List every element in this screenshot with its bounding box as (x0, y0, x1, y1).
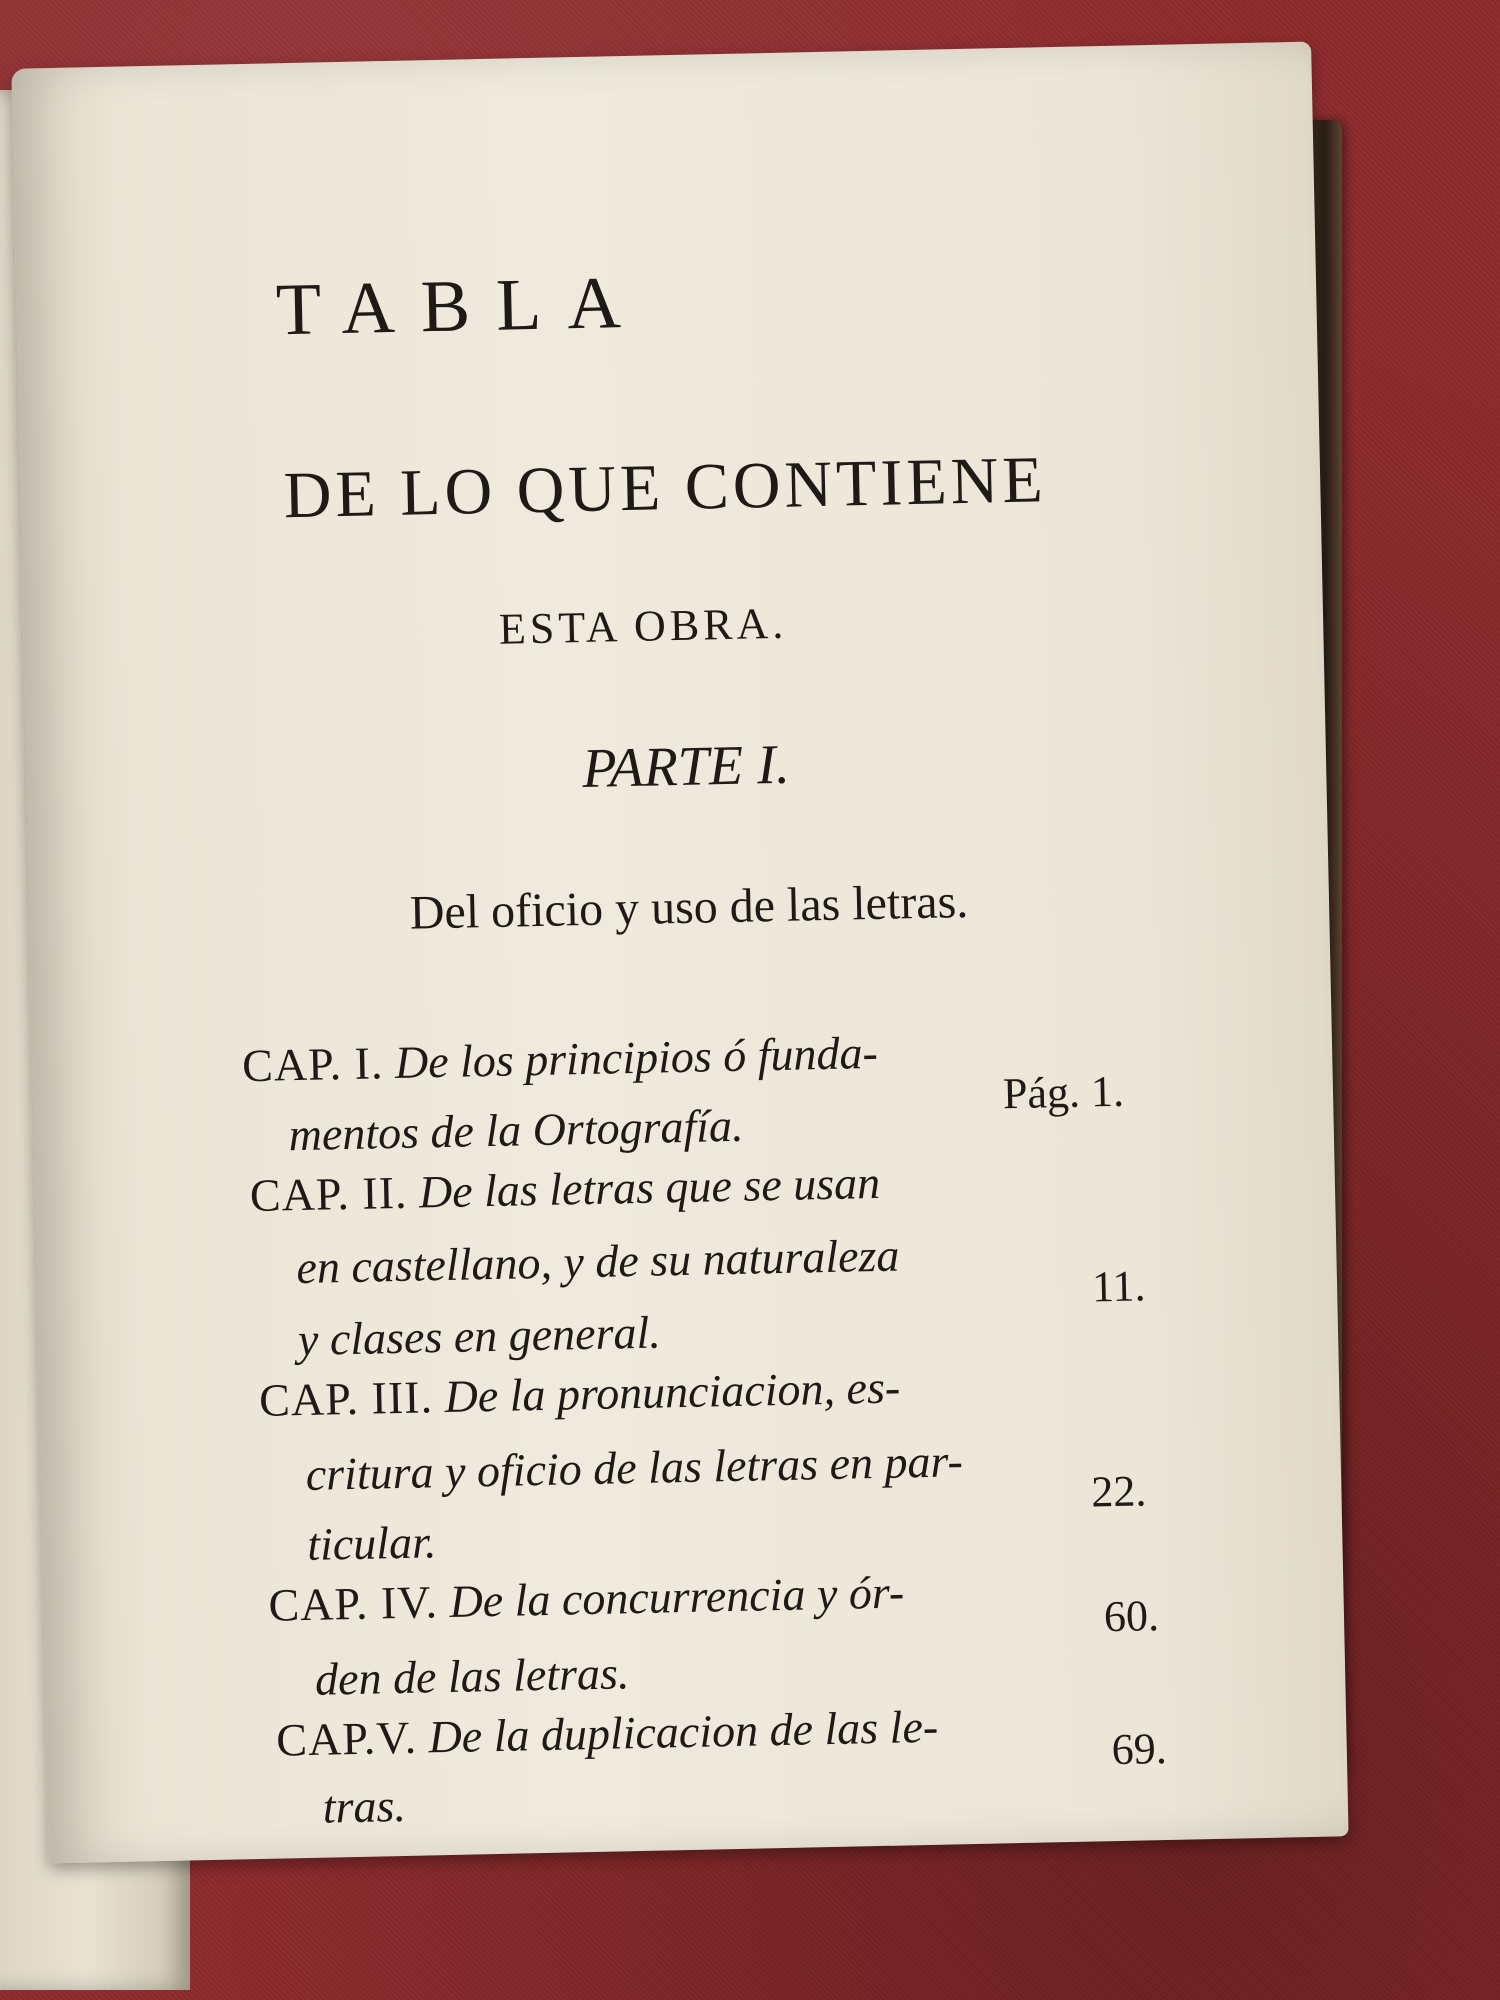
chapter-title-line: critura y oficio de las letras en par- (305, 1435, 964, 1500)
chapter-title-line: De la concurrencia y ór- (448, 1566, 905, 1627)
chapter-entry-continued (297, 1305, 661, 1366)
chapter-entry-continued (305, 1434, 963, 1501)
part-heading: PARTE I. (581, 733, 791, 800)
chapter-entry-continued (322, 1779, 406, 1834)
chapter-title-line: De los principios ó funda- (394, 1026, 879, 1088)
chapter-title-line: De la duplicacion de las le- (427, 1700, 939, 1763)
chapter-entry-continued (296, 1228, 900, 1294)
chapter-title-line: De la pronunciacion, es- (444, 1361, 901, 1423)
page-number: 69. (1111, 1723, 1168, 1775)
chapter-title-line: De las letras que se usan (418, 1156, 881, 1218)
chapter-entry (268, 1565, 905, 1631)
chapter-entry (259, 1360, 901, 1426)
chapter-title-line: y clases en general. (297, 1306, 662, 1366)
chapter-entry (249, 1156, 880, 1222)
chapter-title-line: mentos de la Ortografía. (288, 1099, 745, 1161)
chapter-title-line: ticular. (306, 1516, 437, 1570)
chapter-number: CAP. I. (241, 1037, 384, 1092)
chapter-title-line: en castellano, y de su naturaleza (295, 1229, 900, 1294)
page-number: 11. (1091, 1261, 1146, 1312)
chapter-entry (242, 1026, 879, 1092)
chapter-number: CAP. IV. (267, 1576, 439, 1631)
chapter-title-line: tras. (322, 1779, 407, 1833)
page-number: 22. (1090, 1466, 1147, 1517)
chapter-number: CAP. II. (249, 1166, 408, 1222)
chapter-number: CAP.V. (275, 1711, 418, 1766)
chapter-title-line: den de las letras. (314, 1647, 630, 1705)
chapter-entry-continued (315, 1646, 630, 1706)
chapter-number: CAP. III. (258, 1371, 434, 1426)
page-content (11, 42, 1348, 1864)
chapter-entry-continued (307, 1515, 437, 1571)
page-number: Pág. 1. (1002, 1066, 1125, 1119)
title-contents: DE LO QUE CONTIENE (282, 443, 1048, 533)
part-subtitle: Del oficio y uso de las letras. (409, 874, 969, 940)
book-page (11, 42, 1348, 1864)
page-number: 60. (1103, 1591, 1160, 1642)
title-work: ESTA OBRA. (498, 598, 788, 654)
chapter-entry (276, 1700, 939, 1767)
chapter-entry-continued (288, 1099, 744, 1162)
title-tabla: TABLA (275, 261, 648, 352)
